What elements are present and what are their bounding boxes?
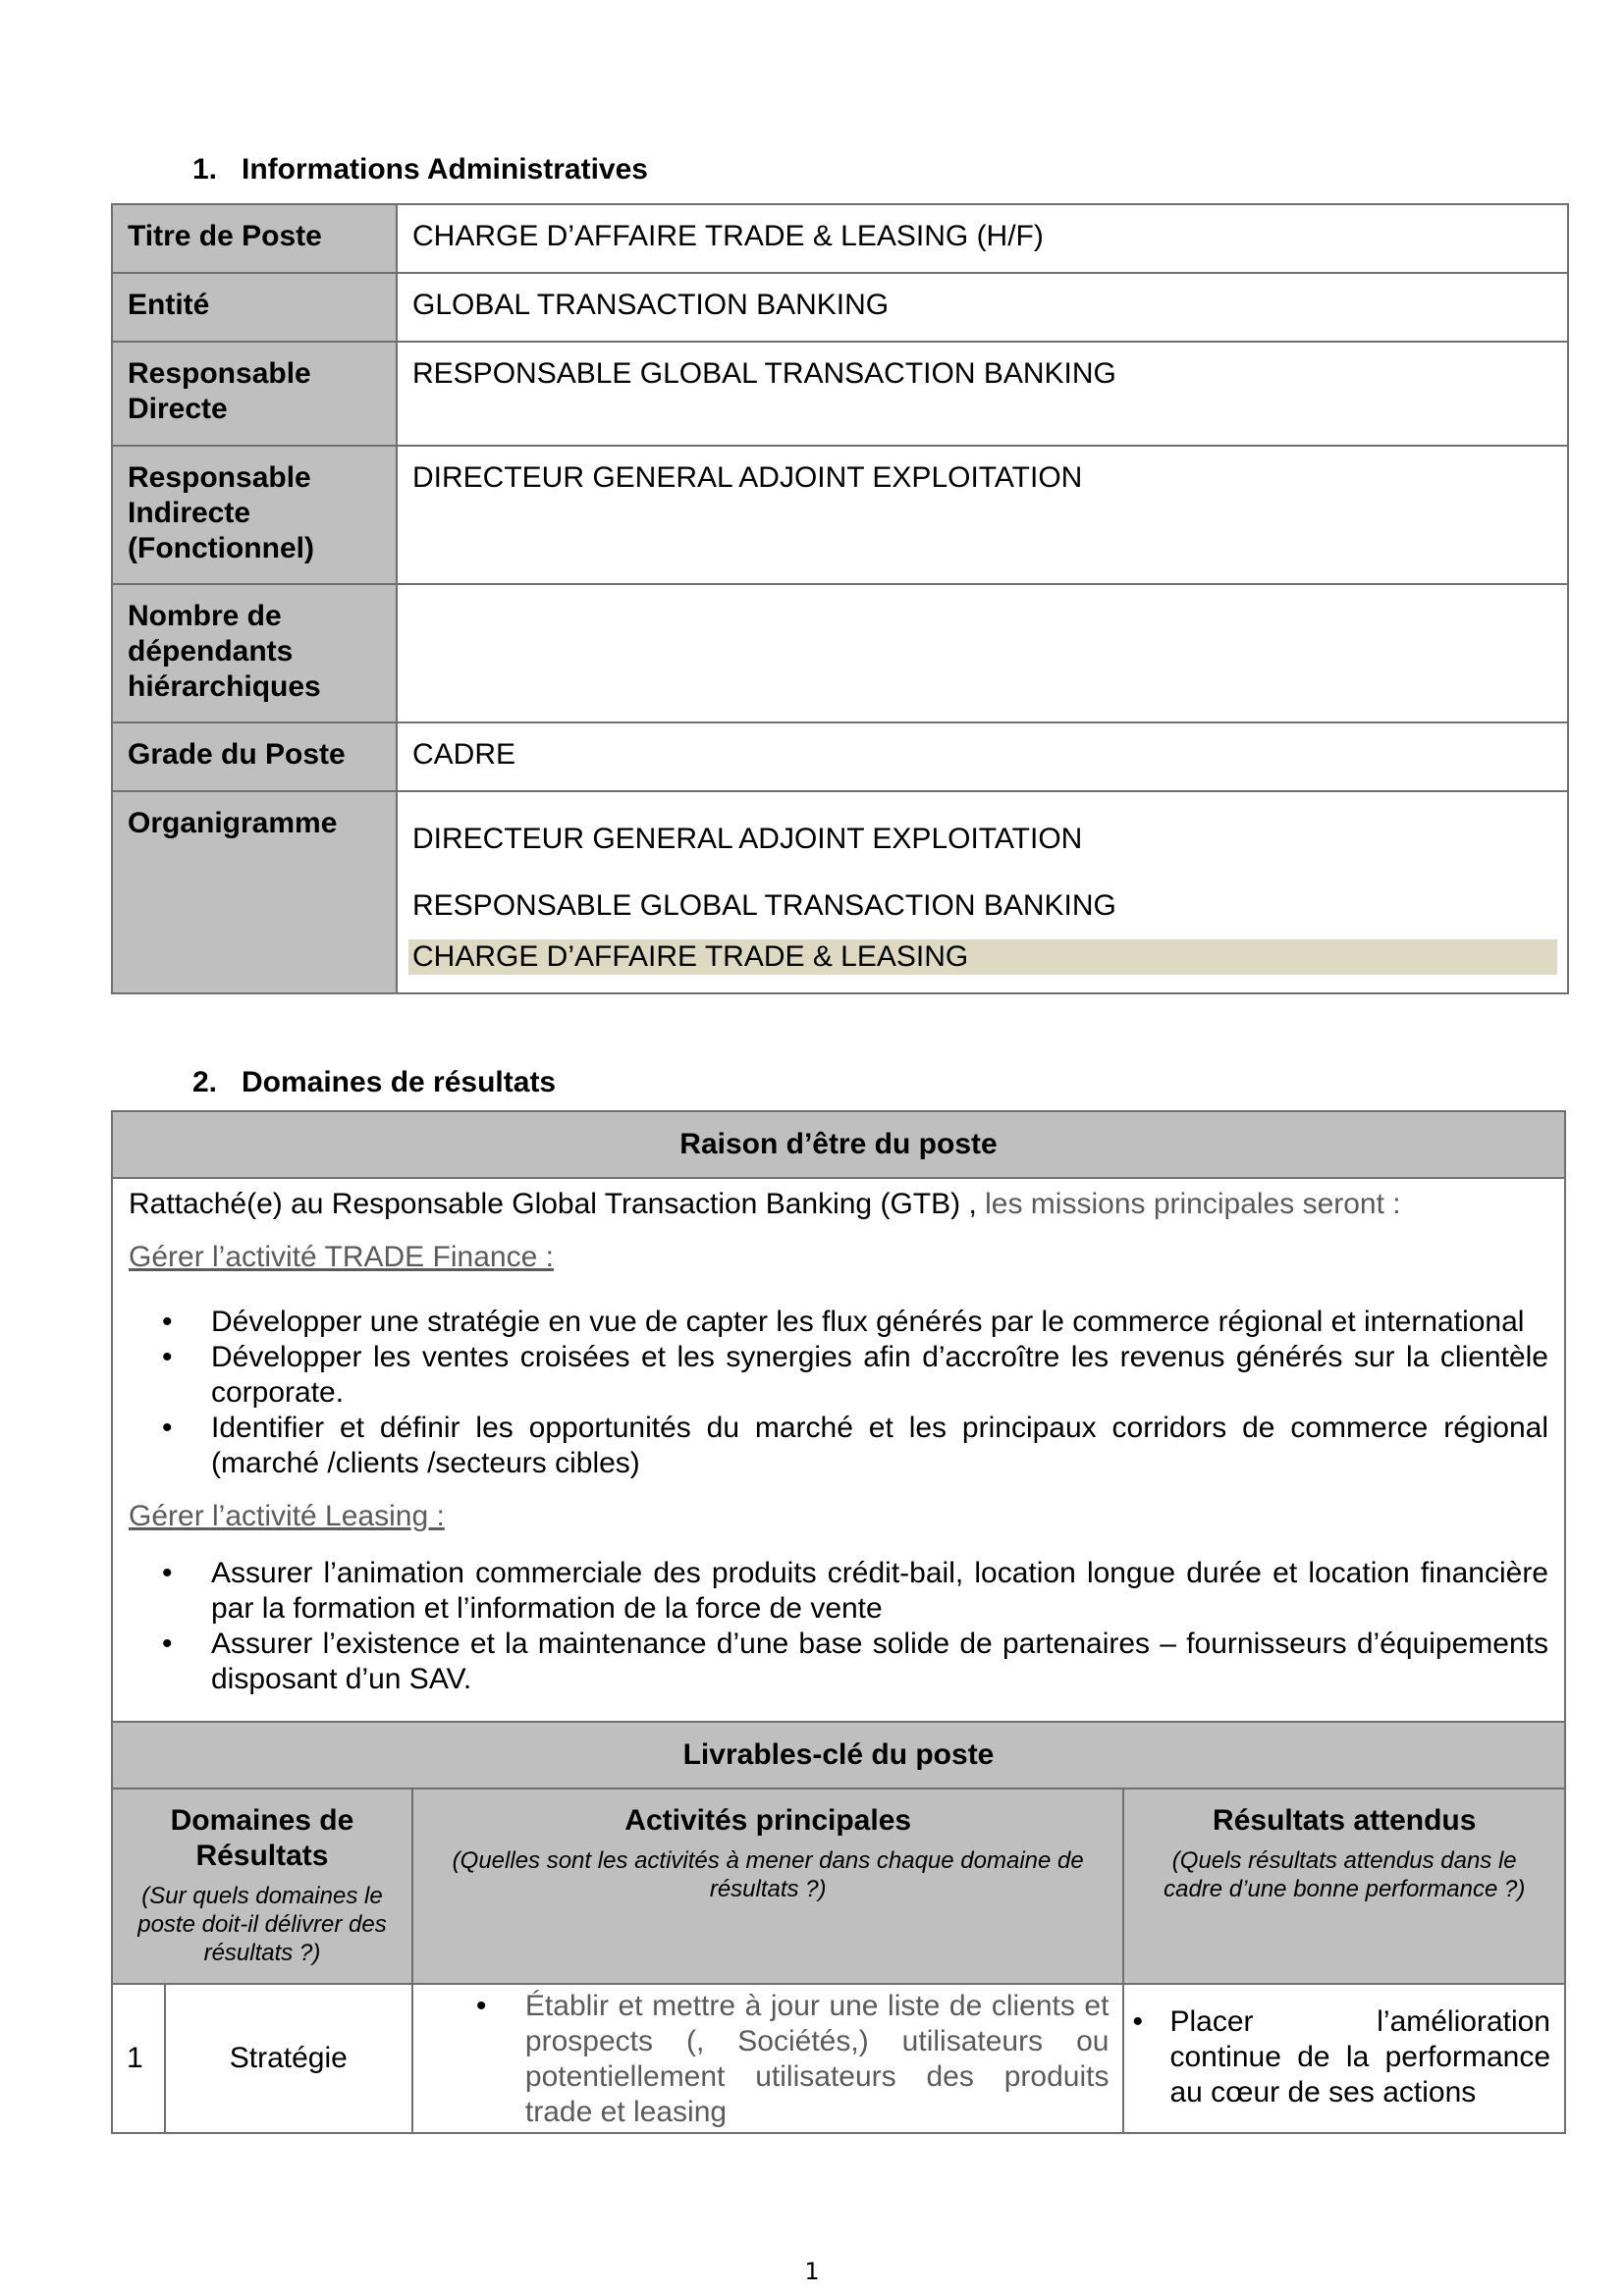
col-title: Résultats attendus — [1213, 1804, 1477, 1837]
row-value — [397, 584, 1568, 722]
col-header-resultats — [1123, 1789, 1565, 1984]
section2-title — [192, 1065, 556, 1100]
org-level-2: RESPONSABLE GLOBAL TRANSACTION BANKING — [412, 889, 1116, 922]
missions-intro — [129, 1187, 1548, 1222]
col-subtitle: (Quelles sont les activités à mener dans chaque domaine de résultats ?) — [452, 1847, 1084, 1902]
raison-header-row — [112, 1111, 1565, 1178]
row-value: GLOBAL TRANSACTION BANKING — [397, 273, 1568, 342]
list-item: • Assurer l’existence et la maintenance d’une base solide de partenaires – fournisseurs d’équipements disposant d’un SAV. — [211, 1627, 1548, 1697]
row-value: CADRE — [397, 722, 1568, 791]
missions-cell — [112, 1178, 1565, 1722]
row-result — [1123, 1984, 1565, 2133]
list-item: • Développer une stratégie en vue de capter les flux générés par le commerce régional et international — [211, 1305, 1548, 1340]
table-row — [112, 1984, 1565, 2133]
leasing-bullet-list — [129, 1556, 1548, 1697]
table-row — [112, 722, 1568, 791]
row-number: 1 — [112, 1984, 165, 2133]
activity-text: Établir et mettre à jour une liste de clients et prospects (, Sociétés,) utilisateurs ou potentiellement utilisateurs des produits trade et leasing — [524, 1990, 1110, 2128]
table-row — [112, 342, 1568, 446]
list-item: • Identifier et définir les opportunités du marché et les principaux corridors de commerce régional (marché /clients /secteurs cibles) — [211, 1411, 1548, 1481]
table-row — [112, 204, 1568, 273]
section1-title-text: Informations Administratives — [242, 153, 648, 186]
table-row — [112, 273, 1568, 342]
list-item: • Développer les ventes croisées et les synergies afin d’accroître les revenus générés sur la clientèle corporate. — [211, 1340, 1548, 1411]
col-header-activites — [412, 1789, 1124, 1984]
section2-title-text: Domaines de résultats — [242, 1066, 557, 1098]
row-label: Entité — [112, 273, 397, 342]
table-row — [112, 791, 1568, 993]
row-value: RESPONSABLE GLOBAL TRANSACTION BANKING — [397, 342, 1568, 446]
col-subtitle: (Quels résultats attendus dans le cadre d’une bonne performance ?) — [1164, 1847, 1526, 1902]
bullet-icon: • — [475, 1990, 487, 2022]
section2-number: 2. — [192, 1066, 218, 1098]
section1-title — [192, 152, 648, 187]
org-level-1: DIRECTEUR GENERAL ADJOINT EXPLOITATION — [412, 823, 1083, 855]
missions-row — [112, 1178, 1565, 1722]
row-value: CHARGE D’AFFAIRE TRADE & LEASING (H/F) — [397, 204, 1568, 273]
table-row — [112, 584, 1568, 722]
admin-info-table — [111, 203, 1569, 994]
row-label: Grade du Poste — [112, 722, 397, 791]
row-label: Responsable Directe — [112, 342, 397, 446]
intro-grey: les missions principales seront : — [985, 1188, 1401, 1220]
intro-main: Rattaché(e) au Responsable Global Transaction Banking (GTB) , — [129, 1188, 977, 1220]
col-title: Domaines de Résultats — [170, 1804, 354, 1872]
raison-header: Raison d’être du poste — [112, 1111, 1565, 1178]
table-row — [112, 446, 1568, 584]
row-label: Organigramme — [112, 791, 397, 993]
row-domain: Stratégie — [165, 1984, 412, 2133]
col-subtitle: (Sur quels domaines le poste doit-il délivrer des résultats ?) — [137, 1883, 387, 1966]
organigramme-cell — [397, 791, 1568, 993]
row-label: Responsable Indirecte (Fonctionnel) — [112, 446, 397, 584]
livrables-header-row — [112, 1722, 1565, 1789]
col-title: Activités principales — [624, 1804, 912, 1837]
page-number: 1 — [804, 2258, 820, 2285]
list-item: • Assurer l’animation commerciale des produits crédit-bail, location longue durée et location financière par la formation et l’information de la force de vente — [211, 1556, 1548, 1627]
trade-bullet-list — [129, 1305, 1548, 1481]
results-table — [111, 1110, 1566, 2134]
section1-number: 1. — [192, 153, 218, 186]
row-activity — [412, 1984, 1124, 2133]
livrables-header: Livrables-clé du poste — [112, 1722, 1565, 1789]
result-text: Placer l’amélioration continue de la performance au cœur de ses actions — [1169, 2005, 1550, 2109]
leasing-heading: Gérer l’activité Leasing : — [129, 1500, 445, 1532]
row-label: Nombre de dépendants hiérarchiques — [112, 584, 397, 722]
columns-header-row — [112, 1789, 1565, 1984]
org-level-3-highlighted: CHARGE D’AFFAIRE TRADE & LEASING — [408, 939, 1557, 975]
col-header-domaines — [112, 1789, 412, 1984]
trade-heading: Gérer l’activité TRADE Finance : — [129, 1241, 554, 1273]
bullet-icon: • — [1132, 2005, 1143, 2038]
row-value: DIRECTEUR GENERAL ADJOINT EXPLOITATION — [397, 446, 1568, 584]
row-label: Titre de Poste — [112, 204, 397, 273]
